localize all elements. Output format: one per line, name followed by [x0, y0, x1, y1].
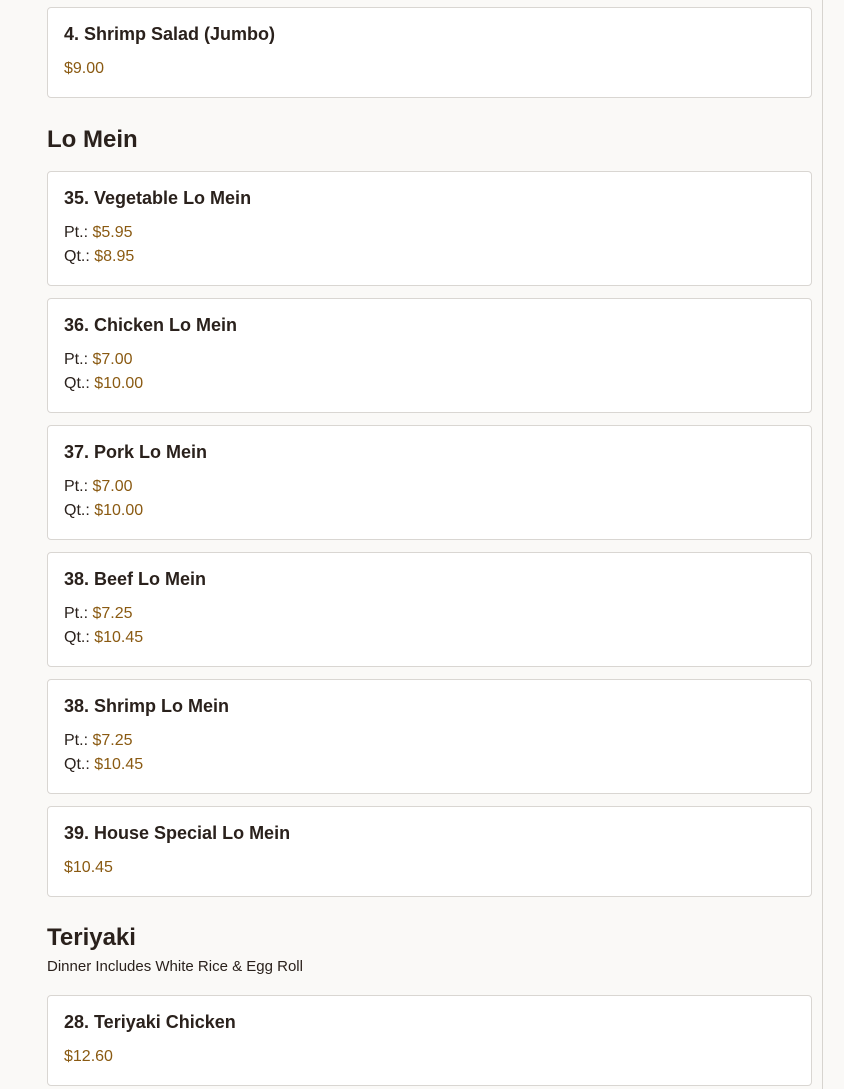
pint-price: $7.25	[92, 732, 133, 749]
pint-price: $7.00	[92, 478, 133, 495]
pint-label: Pt.:	[64, 732, 89, 749]
item-price-line	[64, 57, 795, 81]
quart-price-line	[64, 245, 795, 269]
menu-item-card[interactable]	[47, 298, 812, 413]
menu-content	[47, 7, 812, 1089]
item-title: 39. House Special Lo Mein	[64, 823, 291, 843]
menu-item-card[interactable]	[47, 552, 812, 667]
pint-label: Pt.:	[64, 351, 89, 368]
pint-price-line	[64, 729, 795, 753]
menu-item-card[interactable]	[47, 679, 812, 794]
section-note: Dinner Includes White Rice & Egg Roll	[47, 958, 303, 975]
menu-item-card[interactable]	[47, 995, 812, 1086]
pint-price-line	[64, 475, 795, 499]
pint-label: Pt.:	[64, 605, 89, 622]
quart-label: Qt.:	[64, 502, 90, 519]
quart-price: $10.45	[94, 629, 144, 646]
pint-price-line	[64, 348, 795, 372]
item-title: 36. Chicken Lo Mein	[64, 315, 238, 335]
item-title: 28. Teriyaki Chicken	[64, 1012, 236, 1032]
quart-label: Qt.:	[64, 375, 90, 392]
quart-price: $10.45	[94, 756, 144, 773]
quart-label: Qt.:	[64, 629, 90, 646]
item-title: 4. Shrimp Salad (Jumbo)	[64, 24, 276, 44]
section-heading-lo-mein: Lo Mein	[47, 126, 138, 153]
quart-label: Qt.:	[64, 248, 90, 265]
pint-price: $7.00	[92, 351, 133, 368]
pint-price: $7.25	[92, 605, 133, 622]
quart-price: $10.00	[94, 502, 144, 519]
quart-price-line	[64, 753, 795, 777]
quart-price-line	[64, 499, 795, 523]
quart-price-line	[64, 372, 795, 396]
menu-item-card[interactable]	[47, 806, 812, 897]
pint-label: Pt.:	[64, 224, 89, 241]
item-price-line	[64, 856, 795, 880]
menu-item-card[interactable]	[47, 171, 812, 286]
item-title: 37. Pork Lo Mein	[64, 442, 208, 462]
section-heading-teriyaki: Teriyaki	[47, 924, 136, 951]
menu-item-card[interactable]	[47, 425, 812, 540]
item-price: $12.60	[64, 1048, 113, 1065]
pint-price-line	[64, 602, 795, 626]
quart-price-line	[64, 626, 795, 650]
item-price: $9.00	[64, 60, 105, 77]
menu-item-card[interactable]	[47, 7, 812, 98]
item-title: 38. Shrimp Lo Mein	[64, 696, 230, 716]
item-price-line	[64, 1045, 795, 1069]
quart-price: $8.95	[94, 248, 135, 265]
item-price: $10.45	[64, 859, 113, 876]
item-title: 35. Vegetable Lo Mein	[64, 188, 252, 208]
item-title: 38. Beef Lo Mein	[64, 569, 207, 589]
content-edge-divider	[822, 0, 823, 1089]
quart-label: Qt.:	[64, 756, 90, 773]
pint-price: $5.95	[92, 224, 133, 241]
pint-label: Pt.:	[64, 478, 89, 495]
pint-price-line	[64, 221, 795, 245]
quart-price: $10.00	[94, 375, 144, 392]
